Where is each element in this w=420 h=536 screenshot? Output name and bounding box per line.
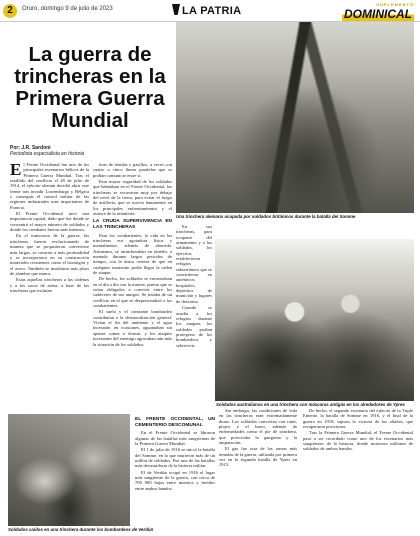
article-title: La guerra de trincheras en la Primera Guerra Mundial xyxy=(14,43,166,132)
lead-paragraph xyxy=(10,162,89,210)
paragraph: El suelo y el constante bombardeo contribuían a la desmoralización general. Vivían el fin del ambiente y el agua incesante, en ocasiones, aguantaban sin apenas comer o dormir, y los ataques incesantes del enemigo agravaban aún más la situación de los soldados. xyxy=(93,309,172,347)
paragraph: El 1 de julio de 1916 se inició la batalla del Somme, en la que murieron más de un millón de soldados. Fue una de las batallas más devastadoras de la historia militar. xyxy=(135,447,215,469)
column-3a xyxy=(176,224,212,526)
paragraph: El Frente Occidental tuvo una importancia capital, dado que fue donde se concentró el mayor número de soldados y donde los combates fueron más intensos. xyxy=(10,211,89,233)
section-kicker: SUPLEMENTO xyxy=(376,2,414,7)
paragraph: Para mayor seguridad de los soldados que habitaban en el Frente Occidental, las trincheras se excavaron muy por debajo del nivel de la tierra, para evitar el fuego de artillería, que se movía lentamente en los principales enfrentamientos y el avance de la infantería. xyxy=(93,179,172,217)
lead-text: l Frente Occidental fue uno de los principales escenarios bélicos de la Primera Guerra Mundial. Tras el estallido del conflicto el 28 de julio de 1914, el ejército alemán decidió abrir este frente tras invadir Luxemburgo y Bélgica y conseguir el control militar de las regiones industriales más importantes de Francia. xyxy=(10,162,89,210)
gas-mask-soldiers-photo xyxy=(215,239,414,401)
paragraph: Para los combatientes, la vida en las trincheras era agotadora física y mentalmente, además de aburrida. Asimismo, se atrincheraban en túneles, a menudo durante largos periodos de tiempo, con la única certeza de que en cualquier momento podía llegar la orden de ataque. xyxy=(93,232,172,276)
soldiers-photo-caption: Soldados australianos en una trinchera con máscaras antigás en los alrededores de Ypres xyxy=(216,402,405,407)
paragraph: tiras de tiendas y pasillos, a veces con cuatro o cinco líneas paralelas que se podían comunicar entre sí. xyxy=(93,162,172,178)
paragraph: De hecho, los soldados se encontraban en el día a día con la muerte, puesto que se veían obligados a convivir entre los cadáveres de sus amigos. Se trataba de un conflicto en el que se despersonalizó a los combatientes. xyxy=(93,276,172,309)
section-name: DOMINICAL xyxy=(344,7,412,21)
newspaper-logo xyxy=(172,4,241,17)
paragraph: En sus trincheras, para ocuparse del armamento y a los soldados, los ejércitos establecieron refugios subterráneos que se convirtieron en auténticos hospitales, depósitos de munición y lugares de descanso. xyxy=(176,224,212,304)
paragraph: Estas aquellas trincheras a las cadenas y a los sacos de arena, a base de las trincheras que incluían xyxy=(10,277,89,293)
section-banner xyxy=(342,2,414,21)
paragraph: El gas fue otra de las armas más temidas de la guerra, utilizada por primera vez en la segunda batalla de Ypres en 1915. xyxy=(219,446,297,468)
author-role: Periodista especialista en historia xyxy=(10,151,85,157)
bodies-photo-caption: Soldados caídos en una trinchera durante los bombardeos de Verdún xyxy=(8,527,154,532)
subheading: EL FRENTE OCCIDENTAL, UN CEMENTERIO DESCOMUNAL xyxy=(135,417,215,428)
drop-cap: E xyxy=(10,162,22,179)
page-header xyxy=(0,0,420,22)
paragraph: Tras la Primera Guerra Mundial, el Frente Occidental pasó a ser recordado como uno de los escenarios más sangrientos de la historia, donde murieron millones de soldados de ambos bandos. xyxy=(303,430,413,452)
subheading: LA CRUDA SUPERVIVENCIA EN LAS TRINCHERAS xyxy=(93,219,172,231)
column-3b xyxy=(219,408,297,526)
paragraph: Cuando se acudía a los refugios durante los ataques, los soldados podían protegerse de los bombardeos y sobrevivir. xyxy=(176,305,212,348)
logo-text: LA PATRIA xyxy=(182,5,242,17)
dateline: Oruro, domingo 9 de julio de 2023 xyxy=(22,6,113,12)
column-2a xyxy=(93,162,172,412)
paragraph: El de Verdún ocupó en 1916 el lugar más sangriento de la guerra, con cerca de 700 000 bajas entre muertos y heridos entre ambos bandos. xyxy=(135,469,215,491)
torch-icon xyxy=(172,4,180,15)
paragraph: De hecho, el segundo escenario del ejército de la Triple Entente, la batalla de Somme en 1916, y el final de la guerra en 1918, supuso la victoria de los aliados, que recuperaron posiciones. xyxy=(303,408,413,430)
byline xyxy=(10,145,170,157)
paragraph: Sin embargo, las condiciones de vida en las trincheras eran extremadamente duras. Los soldados convivían con ratas, piojos y el barro, además de enfermedades como el pie de trinchera, que provocaba la gangrena y la amputación. xyxy=(219,408,297,446)
paragraph: En el transcurso de la guerra, las trincheras fueron evolucionando de manera que se propusieron convertirse más largas, se cavaron a más profundidad y se incorporaron en su construcción materiales resistentes como el hormigón y el acero. También se instalaron más pisos de alambre que nunca. xyxy=(10,233,89,276)
trench-photo xyxy=(176,22,414,213)
trench-photo-caption: Una trinchera alemana ocupada por soldados británicos durante la batalla del Somme xyxy=(176,214,356,219)
paragraph: En el Frente Occidental se libraron algunas de las batallas más sangrientas de la Primera Guerra Mundial. xyxy=(135,430,215,446)
fallen-soldiers-photo xyxy=(8,414,130,526)
column-1 xyxy=(10,162,89,410)
author-name: Por: J.R. Sardoni xyxy=(10,145,51,151)
column-4 xyxy=(303,408,413,526)
page-number: 2 xyxy=(3,4,17,18)
